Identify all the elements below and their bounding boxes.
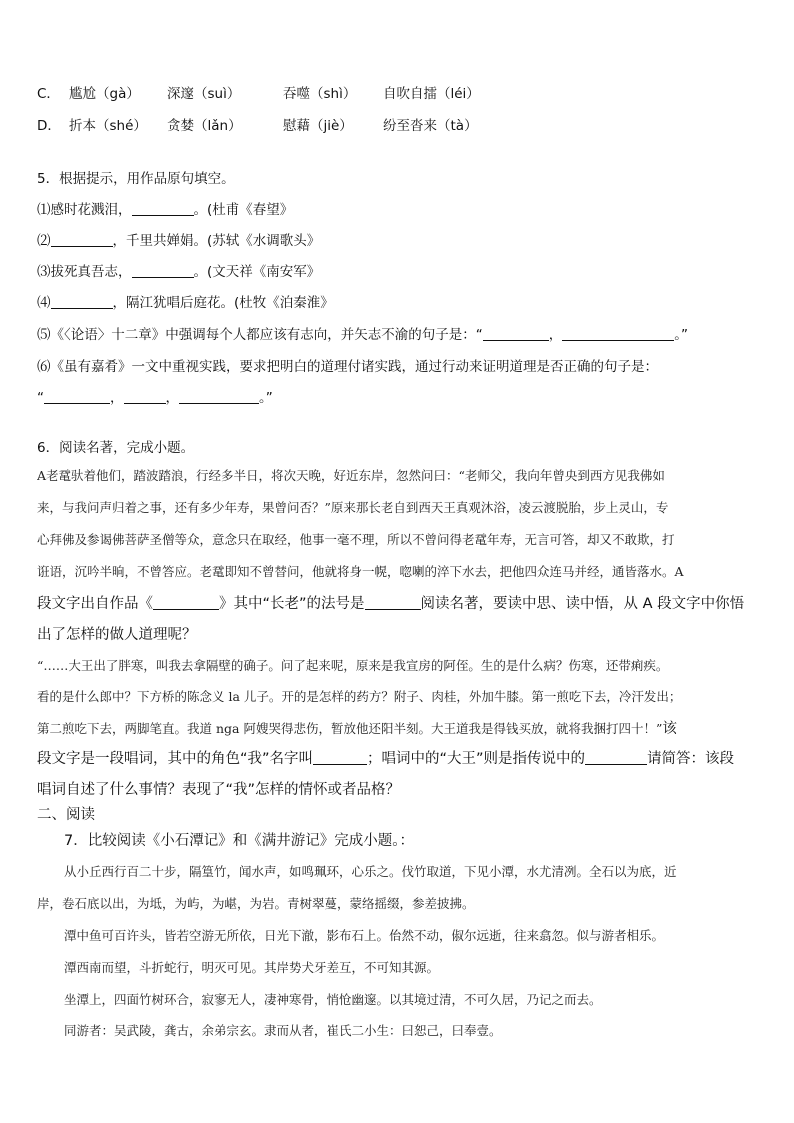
q5-line-1-text-b: 。(杜甫《春望》 xyxy=(193,202,294,218)
q6-passage-a-line-4: 诳语，沉吟半晌，不曾答应。老鼋即知不曾替问，他就将身一幌，唿喇的淬下水去，把他四众连马并经，通皆落水。A xyxy=(37,564,684,579)
q6-passage-b-line-3-tail: 该 xyxy=(662,721,677,737)
q6-question-line-2: 出了怎样的做人道理呢？ xyxy=(37,627,197,643)
q5-line-7-text-a: “ xyxy=(37,390,44,406)
answer-blank[interactable] xyxy=(132,203,194,216)
q6-passage-b-line-2: 看的是什么郎中？下方桥的陈念义 la 儿子。开的是怎样的药方？附子、肉桂，外加牛膝。第一煎吃下去，冷汗发出； xyxy=(37,689,682,704)
q6-passage-b-line-1: “……大王出了胖寒，叫我去拿隔壁的确子。问了起来呢，原来是我宣房的阿侄。生的是什么病？伤寒，还带痢疾。 xyxy=(37,658,669,673)
option-c-row xyxy=(37,82,764,102)
q6-question-line-1 xyxy=(37,592,764,613)
q6-question-text-e: ；唱词中的“大王”则是指传说中的 xyxy=(367,751,586,767)
q6-passage-a-line-3: 心拜佛及参谒佛菩萨圣僧等众，意念只在取经，他事一毫不理，所以不曾问得老鼋年寿，无言可答，却又不敢欺，打 xyxy=(37,532,675,547)
q5-line-3-text-a: ⑶拔死真吾志， xyxy=(37,264,132,280)
q6-title: 6．阅读名著，完成小题。 xyxy=(37,440,195,456)
q6-question-text-f: 请简答：该段 xyxy=(647,751,735,767)
q5-line-2-text-a: ⑵ xyxy=(37,233,51,249)
q5-line-7-text-c: ， xyxy=(165,390,179,406)
option-d-item-1: 折本（shé） xyxy=(69,118,147,134)
q5-line-6: ⑹《虽有嘉肴》一文中重视实践，要求把明白的道理付诸实践，通过行动来证明道理是否正确的句子是： xyxy=(37,359,658,375)
q6-question-text-d: 段文字是一段唱词，其中的角色“我”名字叫 xyxy=(37,751,314,767)
q7-text-line-6: 同游者：吴武陵，龚古，余弟宗玄。隶而从者，崔氏二小生：曰恕己，曰奉壹。 xyxy=(64,1023,502,1038)
q5-line-5-text-c: 。” xyxy=(674,327,688,343)
q6-question-line-4: 唱词自述了什么事情？表现了“我”怎样的情怀或者品格？ xyxy=(37,782,401,798)
option-c-item-4: 自吹自擂（léi） xyxy=(383,86,480,102)
q5-line-2-text-b: ，千里共婵娟。(苏轼《水调歌头》 xyxy=(112,233,321,249)
answer-blank[interactable] xyxy=(179,391,259,404)
q7-text-line-5: 坐潭上，四面竹树环合，寂寥无人，凄神寒骨，悄怆幽邃。以其境过清，不可久居，乃记之而去。 xyxy=(64,992,602,1007)
q7-text-line-3: 潭中鱼可百许头，皆若空游无所依，日光下澈，影布石上。佁然不动，俶尔远逝，往来翕忽。似与游者相乐。 xyxy=(64,928,665,943)
answer-blank[interactable] xyxy=(132,265,194,278)
option-d-label: D． xyxy=(37,118,61,134)
q5-line-1-text-a: ⑴感时花溅泪， xyxy=(37,202,132,218)
q6-passage-a-line-1: A老鼋驮着他们，踏波踏浪，行经多半日，将次天晚，好近东岸，忽然问曰：“老师父，我向年曾央到西方见我佛如 xyxy=(37,468,665,483)
q5-line-7 xyxy=(37,386,764,406)
answer-blank[interactable] xyxy=(44,391,110,404)
q6-question-line-3 xyxy=(37,747,764,768)
answer-blank[interactable] xyxy=(365,597,421,610)
answer-blank[interactable] xyxy=(313,752,367,765)
option-d-item-2: 贪婪（lǎn） xyxy=(167,118,242,134)
q6-question-text-b: 》其中“长老”的法号是 xyxy=(219,596,365,612)
answer-blank[interactable] xyxy=(51,296,113,309)
answer-blank[interactable] xyxy=(562,328,674,341)
q5-line-1 xyxy=(37,198,764,218)
option-c-item-3: 吞噬（shì） xyxy=(283,86,357,102)
q6-passage-b-line-3-text: 第二煎吃下去，两脚笔直。我道 nga 阿嫂哭得悲伤，暂放他还阳半刻。大王道我是得钱买放，就将我捆打四十！” xyxy=(37,721,663,736)
answer-blank[interactable] xyxy=(483,328,549,341)
answer-blank[interactable] xyxy=(51,234,113,247)
q5-line-7-text-d: 。” xyxy=(259,390,273,406)
q6-question-text-a: 段文字出自作品《 xyxy=(37,596,153,612)
q7-title: 7．比较阅读《小石潭记》和《满井游记》完成小题。： xyxy=(64,833,414,849)
answer-blank[interactable] xyxy=(585,752,647,765)
option-c-item-1: 尴尬（gà） xyxy=(69,86,140,102)
q7-text-line-4: 潭西南而望，斗折蛇行，明灭可见。其岸势犬牙差互，不可知其源。 xyxy=(64,960,440,975)
q7-text-line-1: 从小丘西行百二十步，隔篁竹，闻水声，如鸣珮环，心乐之。伐竹取道，下见小潭，水尤清冽。全石以为底，近 xyxy=(64,864,677,879)
option-d-item-4: 纷至沓来（tà） xyxy=(383,118,478,134)
q6-question-text-c: 阅读名著，要读中思、读中悟，从 A 段文字中你悟 xyxy=(420,596,745,612)
option-c-label: C． xyxy=(37,86,60,102)
q5-title: 5．根据提示，用作品原句填空。 xyxy=(37,171,235,187)
option-d-row xyxy=(37,114,764,134)
answer-blank[interactable] xyxy=(153,597,219,610)
q5-line-3 xyxy=(37,260,764,280)
q5-line-4 xyxy=(37,291,764,311)
option-d-item-3: 慰藉（jiè） xyxy=(283,118,353,134)
q5-line-5-text-b: ， xyxy=(548,327,563,343)
section-2-heading: 二、阅读 xyxy=(37,807,95,823)
q5-line-2 xyxy=(37,229,764,249)
q5-line-4-text-a: ⑷ xyxy=(37,295,51,311)
q5-line-5-text-a: ⑸《〈论语〉十二章》中强调每个人都应该有志向，并矢志不渝的句子是：“ xyxy=(37,327,483,343)
answer-blank[interactable] xyxy=(124,391,166,404)
q5-line-5 xyxy=(37,323,764,343)
q5-line-3-text-b: 。(文天祥《南安军》 xyxy=(193,264,321,280)
option-c-item-2: 深邃（suì） xyxy=(167,86,241,102)
q5-line-7-text-b: ， xyxy=(110,390,124,406)
q6-passage-b-line-3 xyxy=(37,717,764,738)
q5-line-4-text-b: ，隔江犹唱后庭花。(杜牧《泊秦淮》 xyxy=(112,295,334,311)
q6-passage-a-line-2: 来，与我问声归着之事，还有多少年寿，果曾问否？”原来那长老自到西天王真观沐浴，凌云渡脱胎，步上灵山，专 xyxy=(37,500,669,515)
q7-text-line-2: 岸，卷石底以出，为坻，为屿，为嵁，为岩。青树翠蔓，蒙络摇缀，参差披拂。 xyxy=(37,896,475,911)
